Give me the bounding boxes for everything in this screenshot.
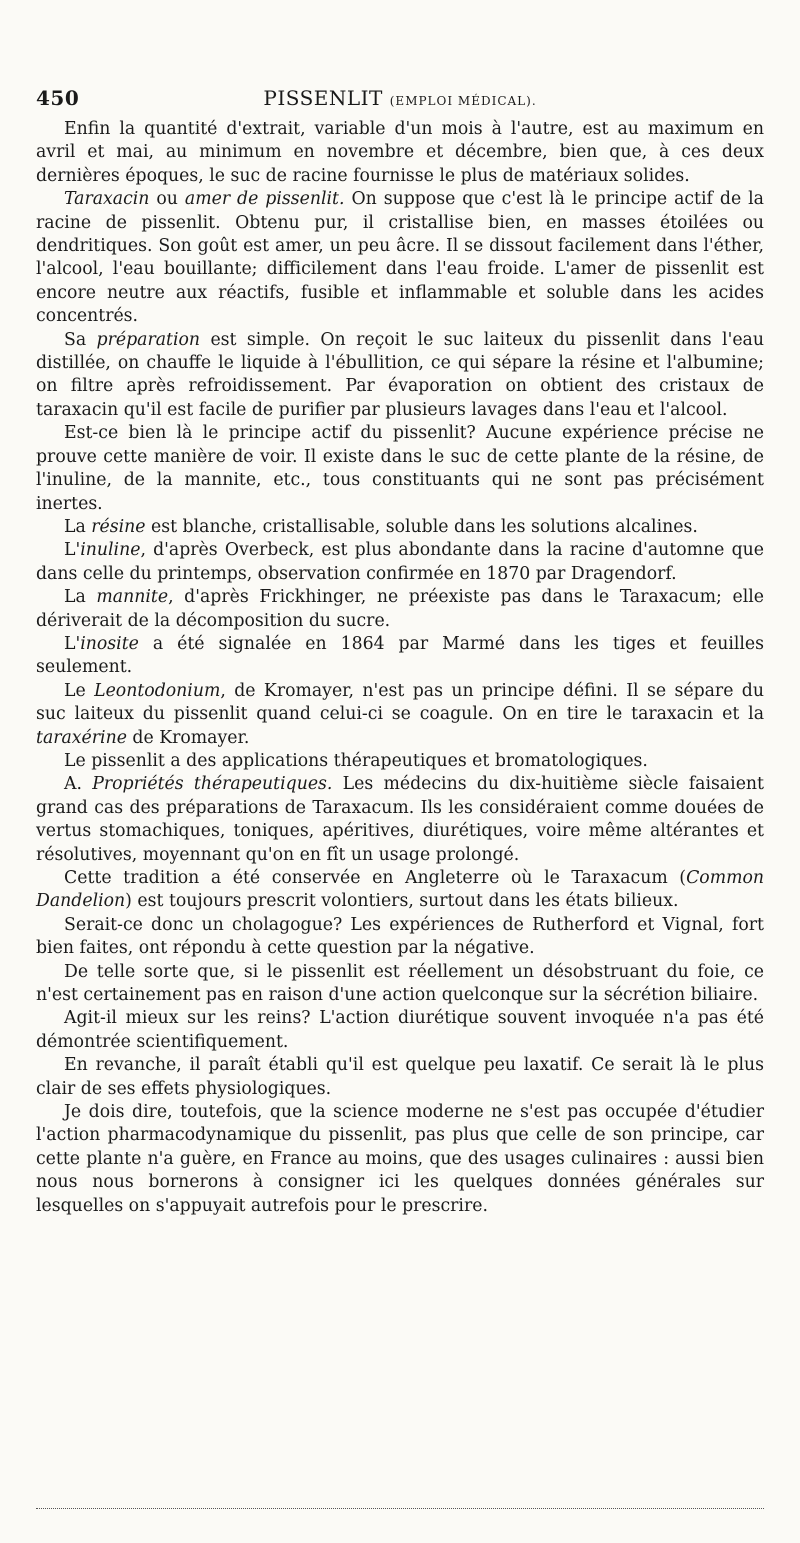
text-run: Agit-il mieux sur les reins? L'action diurétique souvent invoquée n'a pas été démontrée scientifiquement. <box>36 1008 764 1052</box>
paragraph <box>36 633 764 680</box>
text-run: ) est toujours prescrit volontiers, surtout dans les états bilieux. <box>125 891 679 912</box>
body-text <box>36 118 764 1218</box>
paragraph <box>36 914 764 961</box>
paragraph <box>36 329 764 423</box>
text-run: Enfin la quantité d'extrait, variable d'un mois à l'autre, est au maximum en avril et mai, au minimum en novembre et décembre, bien que, à ces deux dernières époques, le suc de racine fournisse le plus de matériaux solides. <box>36 119 764 186</box>
text-run: Cette tradition a été conservée en Angleterre où le Taraxacum ( <box>64 868 687 888</box>
italic-term: préparation <box>96 329 201 350</box>
paragraph <box>36 188 764 328</box>
text-run: est simple. On reçoit le suc laiteux du pissenlit dans l'eau distillée, on chauffe le liquide à l'ébullition, ce qui sépare la résine et l'albumine; on filtre après refroidissement. Par évaporation on obtient des cristaux de taraxacin qu'il est facile de purifier par plusieurs lavages dans l'eau et l'alcool. <box>36 329 764 420</box>
text-run: , de Kromayer, n'est pas un principe défini. Il se sépare du suc laiteux du pissenlit quand celui-ci se coagule. On en tire le taraxacin et la <box>36 680 765 725</box>
page-header <box>36 86 764 116</box>
paragraph <box>36 539 764 586</box>
text-run: Je dois dire, toutefois, que la science moderne ne s'est pas occupée d'étudier l'action pharmacodynamique du pissenlit, pas plus que celle de son principe, car cette plante n'a guère, en France au moins, que des usages culinaires : aussi bien nous nous bornerons à consigner ici les quelques données générales sur lesquelles on s'appuyait autrefois pour le prescrire. <box>36 1102 764 1216</box>
text-run: La <box>64 587 97 608</box>
paragraph <box>36 1101 764 1218</box>
header-subtitle: (EMPLOI MÉDICAL). <box>389 94 537 108</box>
paragraph <box>36 586 764 633</box>
text-run: Serait-ce donc un cholagogue? Les expériences de Rutherford et Vignal, fort bien faites, ont répondu à cette question par la négative. <box>36 914 764 959</box>
text-run: , d'après Frickhinger, ne préexiste pas dans le Taraxacum; elle dériverait de la décomposition du sucre. <box>36 587 764 631</box>
running-title <box>36 86 764 110</box>
italic-term: Propriétés thérapeutiques. <box>92 774 333 795</box>
text-run: De telle sorte que, si le pissenlit est réellement un désobstruant du foie, ce n'est certainement pas en raison d'une action quelconque sur la sécrétion biliaire. <box>36 961 764 1006</box>
italic-term: inuline <box>80 540 141 561</box>
italic-term: Common Dandelion <box>36 868 764 912</box>
paragraph <box>36 773 764 867</box>
italic-term: taraxérine <box>36 727 127 748</box>
text-run: de Kromayer. <box>126 727 250 748</box>
text-run: A. <box>64 774 93 795</box>
paragraph <box>36 750 764 773</box>
footer-dotted-rule <box>36 1508 764 1509</box>
paragraph <box>36 680 764 750</box>
text-run: ou <box>149 189 185 210</box>
paragraph <box>36 516 764 539</box>
text-run: Les médecins du dix-huitième siècle faisaient grand cas des préparations de Taraxacum. Ils les considéraient comme douées de vertus stomachiques, toniques, apéritives, diurétiques, voire même altérantes et résolutives, moyennant qu'on en fît un usage prolongé. <box>36 774 764 865</box>
italic-term: inosite <box>80 633 139 654</box>
text-run: Est-ce bien là le principe actif du pissenlit? Aucune expérience précise ne prouve cette manière de voir. Il existe dans le suc de cette plante de la résine, de l'inuline, de la mannite, etc., tous constituants qui ne sont pas précisément inertes. <box>36 423 764 514</box>
italic-term: mannite <box>96 587 169 608</box>
text-run: a été signalée en 1864 par Marmé dans les tiges et feuilles seulement. <box>36 633 764 678</box>
text-run: Le <box>64 680 95 701</box>
page-number: 450 <box>36 86 80 110</box>
text-run: est blanche, cristallisable, soluble dans les solutions alcalines. <box>145 516 698 537</box>
paragraph <box>36 1007 764 1054</box>
text-run: En revanche, il paraît établi qu'il est quelque peu laxatif. Ce serait là le plus clair de ses effets physiologiques. <box>36 1055 764 1099</box>
paragraph <box>36 422 764 516</box>
text-run: Le pissenlit a des applications thérapeutiques et bromatologiques. <box>64 750 648 771</box>
paragraph <box>36 961 764 1008</box>
header-title: PISSENLIT <box>263 86 383 110</box>
text-run: La <box>64 516 92 537</box>
italic-term: amer de pissenlit. <box>184 189 345 210</box>
paragraph <box>36 1054 764 1101</box>
italic-term: résine <box>91 516 146 537</box>
text-run: , d'après Overbeck, est plus abondante dans la racine d'automne que dans celle du printemps, observation confirmée en 1870 par Dragendorf. <box>36 540 764 584</box>
paragraph <box>36 867 764 914</box>
italic-term: Leontodonium <box>94 680 221 701</box>
text-run: Sa <box>64 329 97 350</box>
text-run: L' <box>64 633 81 654</box>
paragraph <box>36 118 764 188</box>
text-run: On suppose que c'est là le principe actif de la racine de pissenlit. Obtenu pur, il cristallise bien, en masses étoilées ou dendritiques. Son goût est amer, un peu âcre. Il se dissout facilement dans l'éther, l'alcool, l'eau bouillante; difficilement dans l'eau froide. L'amer de pissenlit est encore neutre aux réactifs, fusible et inflammable et soluble dans les acides concentrés. <box>36 189 764 327</box>
italic-term: Taraxacin <box>64 189 150 210</box>
text-run: L' <box>64 540 81 561</box>
